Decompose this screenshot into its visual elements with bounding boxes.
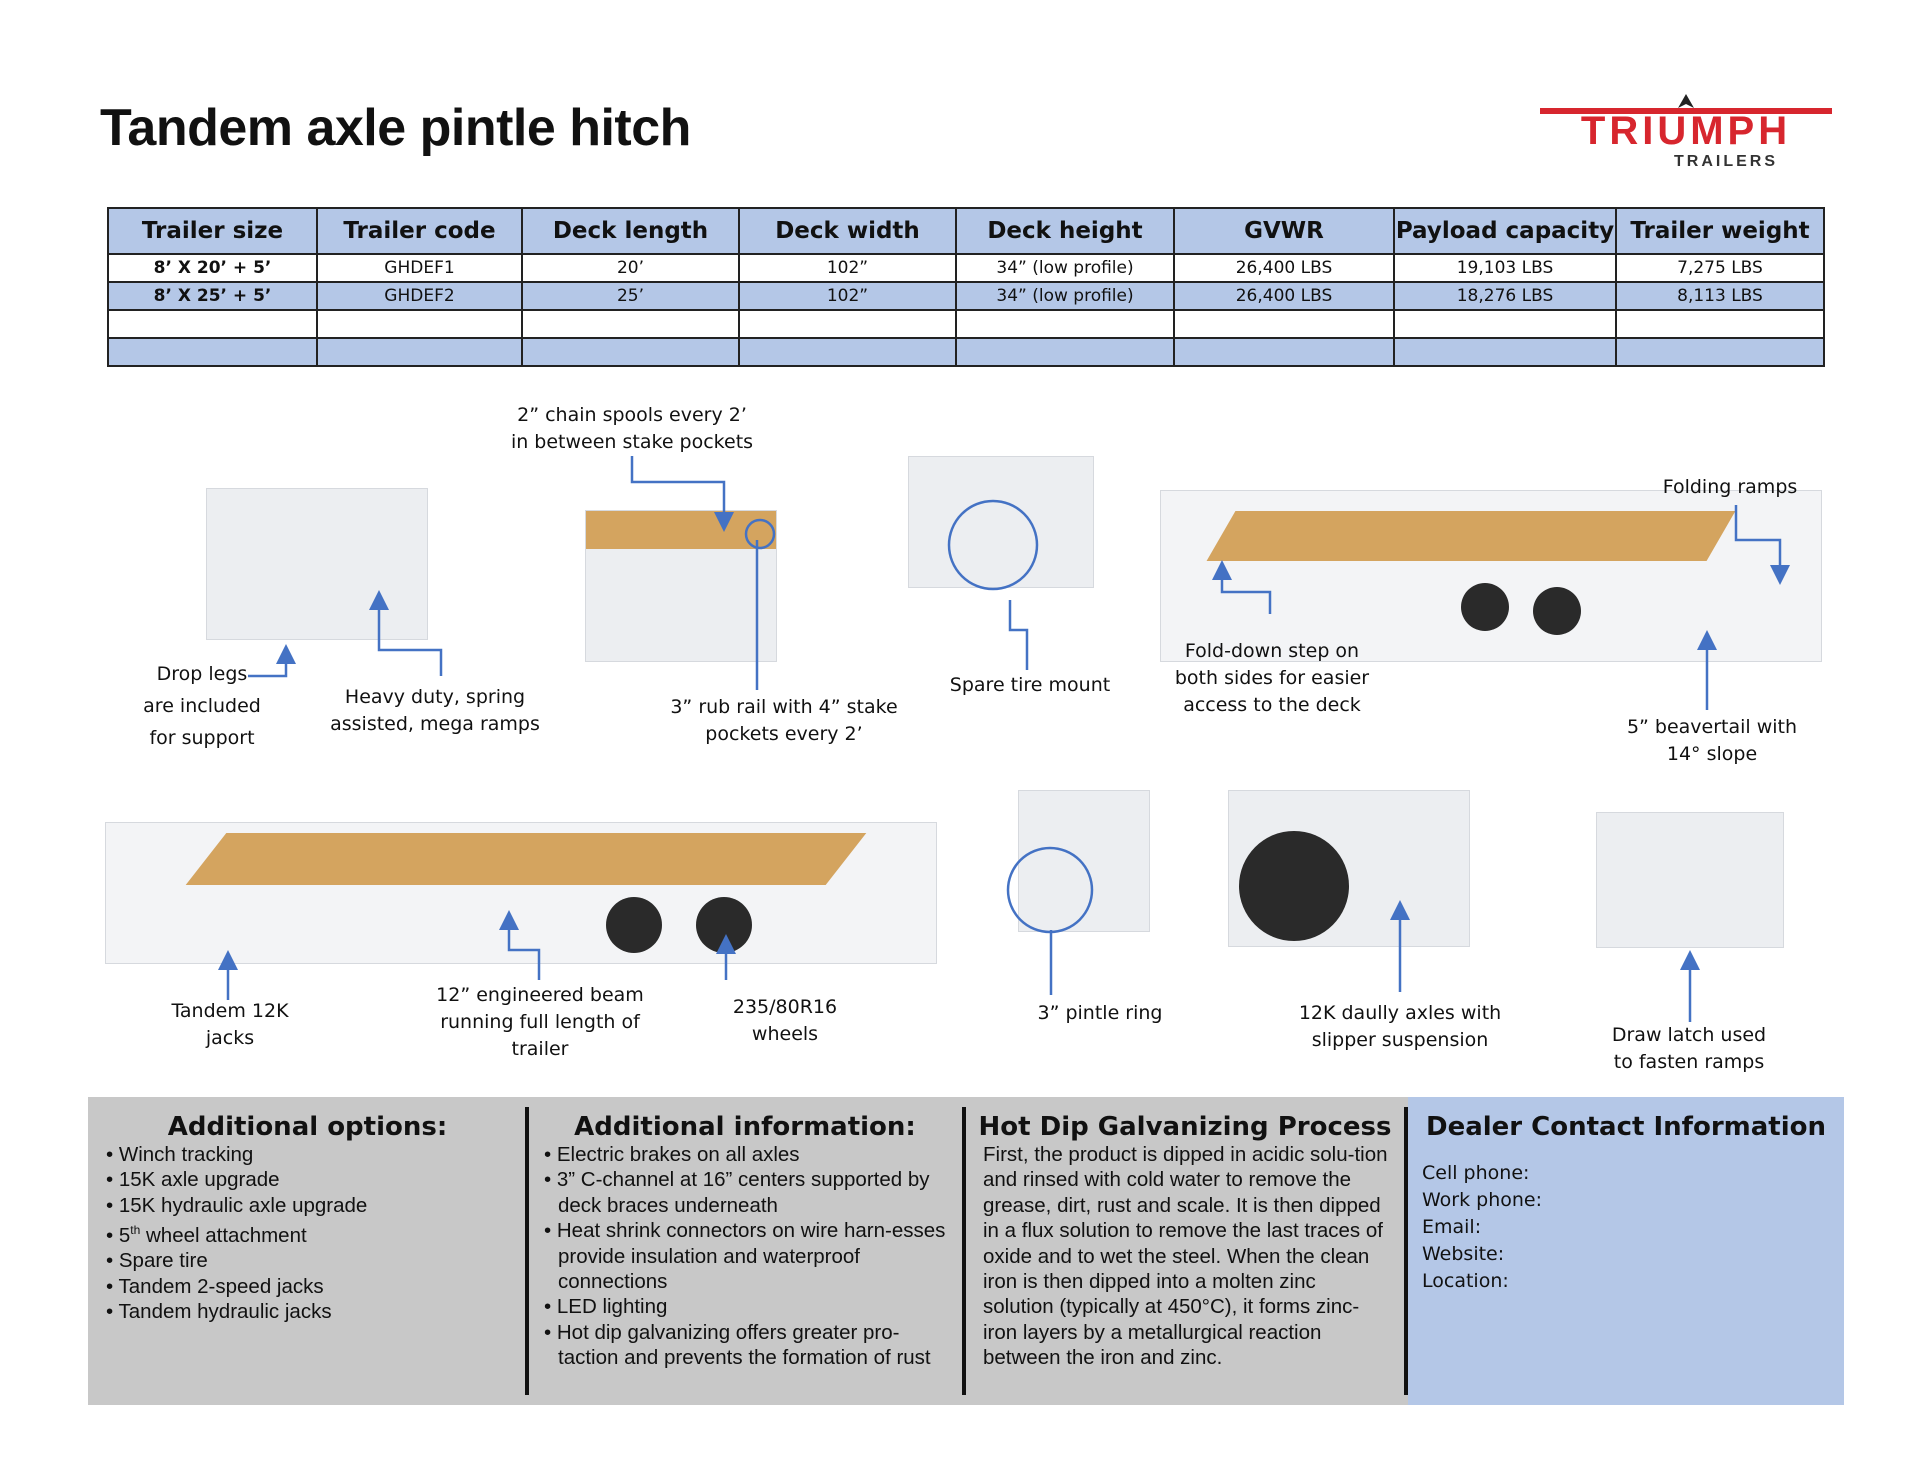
callout-folding-ramps <box>1650 474 1810 501</box>
list-item: • Hot dip galvanizing offers greater pro-taction and prevents the formation of rust <box>544 1320 956 1371</box>
table-cell: 8’ X 20’ + 5’ <box>108 254 317 282</box>
col-header: Trailer size <box>108 208 317 254</box>
list-item: • Spare tire <box>106 1248 516 1273</box>
dealer-email-label: Email: <box>1422 1216 1482 1238</box>
callout-line: Fold-down step on <box>1184 640 1360 662</box>
callout-jacks <box>160 998 300 1052</box>
list-item: • 3” C-channel at 16” centers supported by deck braces underneath <box>544 1167 956 1218</box>
col-header: Deck length <box>522 208 739 254</box>
callout-line: are included <box>143 695 261 717</box>
callout-line: jacks <box>205 1027 255 1049</box>
list-item: • Winch tracking <box>106 1142 516 1167</box>
table-cell: 34” (low profile) <box>956 254 1174 282</box>
col-header: Trailer code <box>317 208 522 254</box>
col-header: Trailer weight <box>1616 208 1824 254</box>
dealer-website-label: Website: <box>1422 1243 1505 1265</box>
callout-line: Draw latch used <box>1611 1024 1767 1046</box>
callout-line: 14° slope <box>1666 743 1758 765</box>
table-cell: 102” <box>739 282 956 310</box>
callout-line: 3” pintle ring <box>1037 1002 1163 1024</box>
callout-pintle <box>1020 1000 1180 1027</box>
callout-line: in between stake pockets <box>510 431 754 453</box>
info-list <box>544 1142 956 1371</box>
dealer-cell-phone-label: Cell phone: <box>1422 1162 1530 1184</box>
callout-mega-ramps <box>330 684 540 738</box>
panel-divider <box>525 1107 529 1395</box>
table-cell: 8,113 LBS <box>1616 282 1824 310</box>
callout-axles <box>1290 1000 1510 1054</box>
callout-line: 235/80R16 <box>732 996 838 1018</box>
callout-line: running full length of <box>440 1011 640 1033</box>
dealer-work-phone-label: Work phone: <box>1422 1189 1543 1211</box>
svg-text:TRAILERS: TRAILERS <box>1674 153 1778 170</box>
table-cell: GHDEF2 <box>317 282 522 310</box>
table-cell: GHDEF1 <box>317 254 522 282</box>
callout-line: Folding ramps <box>1662 476 1798 498</box>
col-header: GVWR <box>1174 208 1394 254</box>
table-cell: 34” (low profile) <box>956 282 1174 310</box>
list-item: • Tandem hydraulic jacks <box>106 1299 516 1324</box>
callout-line: Spare tire mount <box>949 674 1111 696</box>
callout-line: 12K daully axles with <box>1298 1002 1502 1024</box>
callout-line: Drop legs <box>156 663 248 685</box>
callout-line: wheels <box>751 1023 819 1045</box>
callout-line: assisted, mega ramps <box>330 713 540 735</box>
callout-line: 12” engineered beam <box>436 984 644 1006</box>
table-cell: 20’ <box>522 254 739 282</box>
col-header: Payload capacity <box>1394 208 1616 254</box>
options-list <box>106 1142 516 1325</box>
callout-chain-spools <box>510 402 754 456</box>
list-item: • 5th wheel attachment <box>106 1218 516 1248</box>
panel-divider <box>962 1107 966 1395</box>
callout-line: 5” beavertail with <box>1626 716 1798 738</box>
callout-beam <box>430 982 650 1063</box>
table-cell: 18,276 LBS <box>1394 282 1616 310</box>
callout-wheels <box>710 994 860 1048</box>
page-title: Tandem axle pintle hitch <box>100 99 691 157</box>
galvanizing-text: First, the product is dipped in acidic solu-tion and rinsed with cold water to remove the grease, dirt, rust and scale. It is then dipped in a flux solution to remove the last traces of oxide and to wet the steel. When the clean iron is then dipped into a molten zinc solution (typically at 450°C), it forms zinc-iron layers by a metallurgical reaction between the iron and zinc. <box>983 1143 1388 1370</box>
callout-line: for support <box>149 727 255 749</box>
table-cell: 102” <box>739 254 956 282</box>
list-item: • 15K axle upgrade <box>106 1167 516 1192</box>
callout-drop-legs <box>130 658 274 754</box>
table-cell: 26,400 LBS <box>1174 282 1394 310</box>
callout-line: 2” chain spools every 2’ <box>517 404 747 426</box>
table-cell: 8’ X 25’ + 5’ <box>108 282 317 310</box>
galvanizing-heading: Hot Dip Galvanizing Process <box>978 1112 1392 1142</box>
callout-spare-tire <box>940 672 1120 699</box>
svg-text:TRIUMPH: TRIUMPH <box>1580 109 1792 153</box>
callout-line: 3” rub rail with 4” stake <box>670 696 898 718</box>
callout-draw-latch <box>1594 1022 1784 1076</box>
table-cell: 7,275 LBS <box>1616 254 1824 282</box>
callout-beavertail <box>1612 714 1812 768</box>
dealer-location-label: Location: <box>1422 1270 1509 1292</box>
info-heading: Additional information: <box>574 1112 916 1142</box>
list-item: • Electric brakes on all axles <box>544 1142 956 1167</box>
callout-line: Heavy duty, spring <box>344 686 526 708</box>
col-header: Deck height <box>956 208 1174 254</box>
panel-divider <box>1404 1107 1408 1395</box>
col-header: Deck width <box>739 208 956 254</box>
list-item: • Heat shrink connectors on wire harn-esses provide insulation and waterproof connections <box>544 1218 956 1294</box>
callout-line: trailer <box>511 1038 569 1060</box>
callout-line: access to the deck <box>1183 694 1361 716</box>
callout-line: slipper suspension <box>1311 1029 1489 1051</box>
list-item: • LED lighting <box>544 1294 956 1319</box>
callout-line: to fasten ramps <box>1613 1051 1765 1073</box>
list-item: • 15K hydraulic axle upgrade <box>106 1193 516 1218</box>
callout-fold-step <box>1162 638 1382 719</box>
callout-line: Tandem 12K <box>171 1000 289 1022</box>
table-cell: 26,400 LBS <box>1174 254 1394 282</box>
table-cell: 25’ <box>522 282 739 310</box>
options-heading: Additional options: <box>167 1112 448 1142</box>
table-cell: 19,103 LBS <box>1394 254 1616 282</box>
dealer-heading: Dealer Contact Information <box>1425 1112 1827 1142</box>
list-item: • Tandem 2-speed jacks <box>106 1274 516 1299</box>
dealer-fields <box>1422 1160 1542 1295</box>
callout-line: pockets every 2’ <box>705 723 863 745</box>
callout-line: both sides for easier <box>1174 667 1370 689</box>
callout-rub-rail <box>664 694 904 748</box>
